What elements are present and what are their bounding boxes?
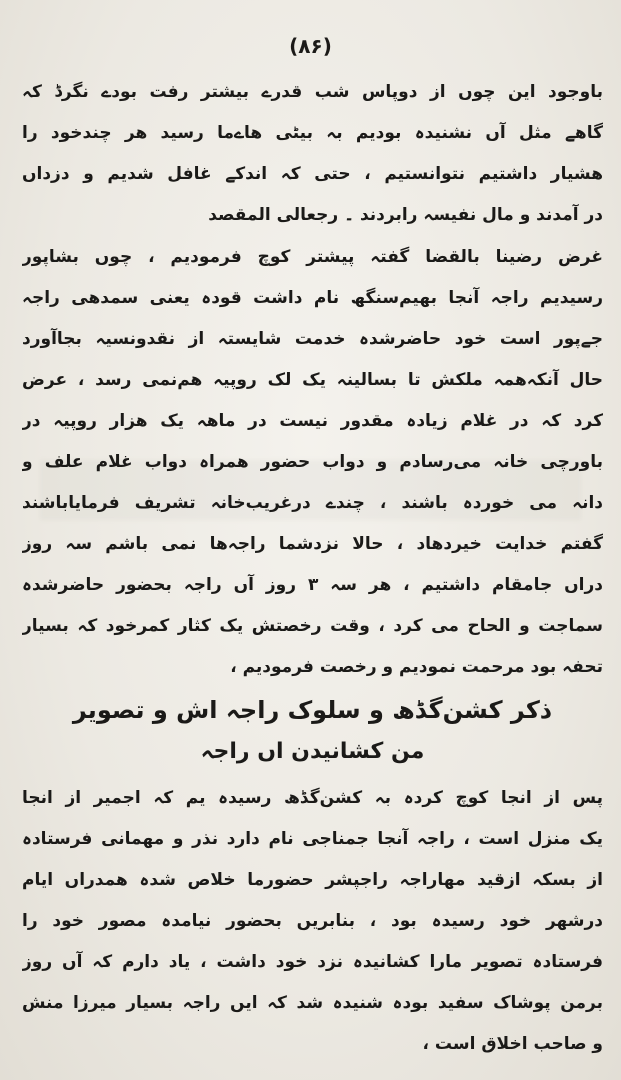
text-line: سماجت و الحاح می کرد ، وقت رخصتش یک کثار کمرخود کہ بسیار bbox=[22, 616, 603, 636]
text-line: و صاحب اخلاق است ، bbox=[422, 1034, 603, 1054]
paragraph-2 bbox=[22, 237, 603, 688]
text-line: درشھر خود رسیدہ بود ، بنابریں بحضور نیامدہ مصور خود را bbox=[22, 911, 603, 931]
text-line: از بسکہ ازقید مھاراجہ راجپشر حضورما خلاص شدہ ھمدراں ایام bbox=[22, 870, 603, 890]
text-line: گاھے مثل آں نشنیدہ بودیم بہ بیٹی ھاےما رسید ھر چندخود را bbox=[22, 123, 603, 143]
text-line: ھشیار داشتیم نتوانستیم ، حتی کہ اندکے غافل شدیم و دزداں bbox=[22, 164, 603, 184]
text-line: کرد کہ در غلام زیادہ مقدور نیست در ماھہ یک ھزار روپیہ در bbox=[22, 411, 603, 431]
text-line: باورچی خانہ می‌رسادم و دواب حضور ھمراہ دواب غلام علف و bbox=[22, 452, 603, 472]
text-line: فرستادہ تصویر مارا کشانیدہ نزد خود داشت ، یاد دارم کہ آں روز bbox=[22, 952, 603, 972]
text-line: برمن پوشاک سفید بودہ شنیدہ شد کہ ایں راجہ بسیار میرزا منش bbox=[22, 993, 603, 1013]
text-line: پس از انجا کوچ کردہ بہ کشن‌گڈھ رسیدہ یم کہ اجمیر از انجا bbox=[22, 788, 603, 808]
paragraph-3 bbox=[22, 778, 603, 1065]
text-line: حال آنکہ‌ھمہ ملکش تا بسالینہ یک لک روپیہ ھم‌نمی رسد ، عرض bbox=[22, 370, 603, 390]
text-line: رسیدیم راجہ آنجا بھیم‌سنگھ نام داشت قودہ یعنی سمدھی راجہ bbox=[22, 288, 603, 308]
text-line: گفتم خدایت خیردھاد ، حالا نزدشما راجہ‌ھا نمی باشم سہ روز bbox=[22, 534, 603, 554]
text-line: دراں جامقام داشتیم ، ھر سہ ۳ روز آں راجہ بحضور حاضرشدہ bbox=[22, 575, 603, 595]
section-heading-line-1: ذکر کشن‌گڈھ و سلوک راجہ اش و تصویر bbox=[72, 696, 553, 724]
text-line: یک منزل است ، راجہ آنجا جمناجی نام دارد نذر و مھمانی فرستادہ bbox=[22, 829, 603, 849]
page-number: (۸۶) bbox=[289, 34, 332, 58]
text-line: باوجود این چوں از دوپاس شب قدرے بیشتر رفت بودے نگرڈ کہ bbox=[22, 82, 603, 102]
text-line: تحفہ بود مرحمت نمودیم و رخصت فرمودیم ، bbox=[230, 657, 603, 677]
text-line: جےپور است خود حاضرشدہ خدمت شایستہ از نقدونسیہ بجاآورد bbox=[22, 329, 603, 349]
text-line: در آمدند و مال نفیسہ رابردند ۔ رجعالی المقصد bbox=[208, 205, 603, 225]
paragraph-1 bbox=[22, 72, 603, 236]
text-line: دانہ می خوردہ باشند ، چندے درغریب‌خانہ تشریف فرمایاباشند bbox=[22, 493, 603, 513]
section-heading-line-2: من کشانیدن اں راجہ bbox=[200, 739, 425, 764]
text-line: غرض رضینا بالقضا گفتہ پیشتر کوچ فرمودیم ، چوں بشاپور bbox=[22, 247, 603, 267]
